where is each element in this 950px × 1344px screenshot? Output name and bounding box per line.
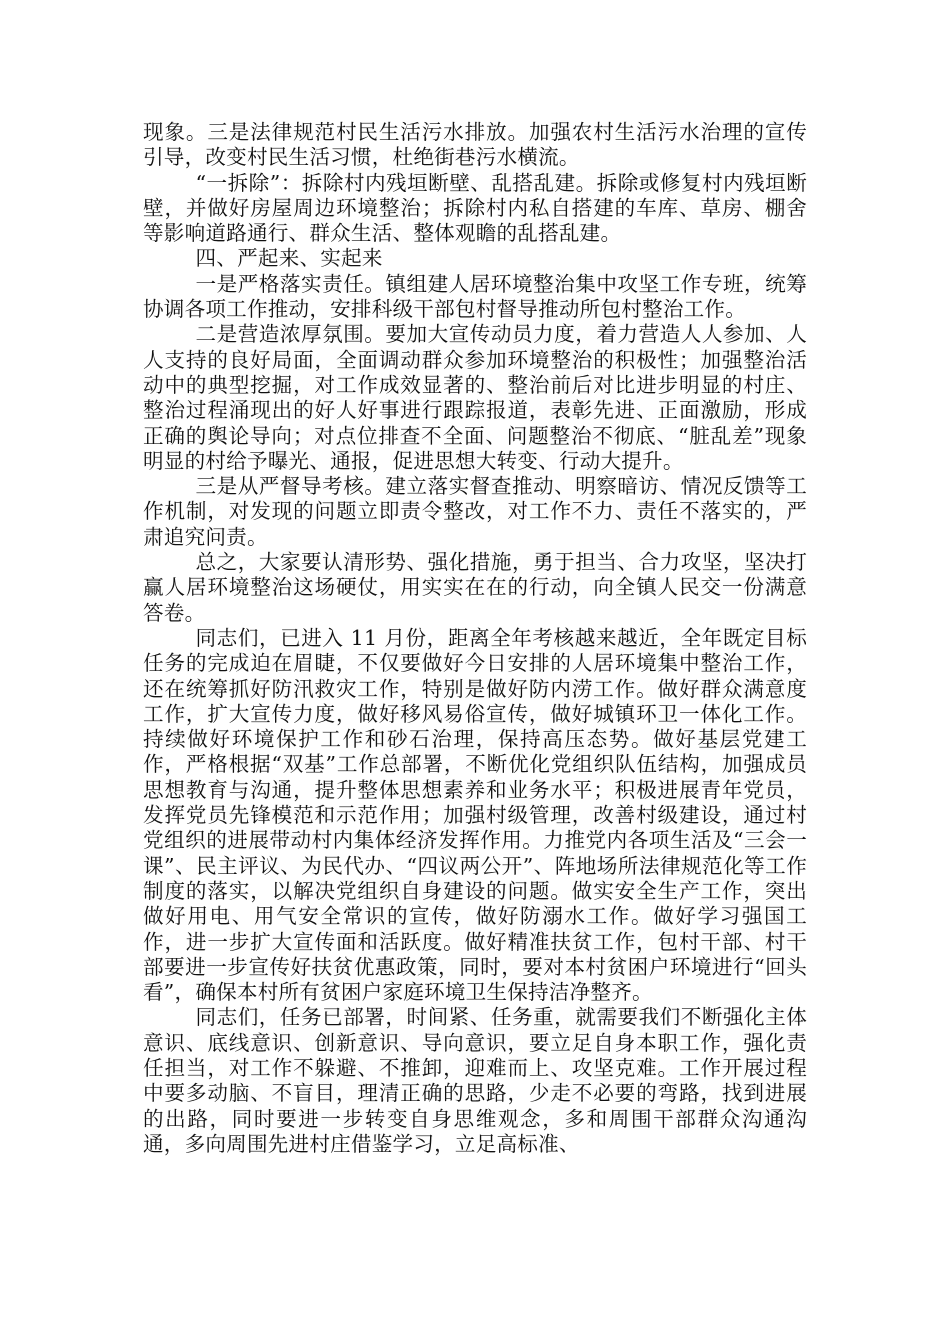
paragraph-closing: 同志们，任务已部署，时间紧、任务重，就需要我们不断强化主体意识、底线意识、创新意识、导向意识，要立足自身本职工作，强化责任担当，对工作不躲避、不推卸，迎难而上、攻坚克难。工作开展过程中要多动脑、不盲目，理清正确的思路，少走不必要的弯路，找到进展的出路，同时要进一步转变自身思维观念，多和周围干部群众沟通沟通，多向周围先进村庄借鉴学习，立足高标准、 [143, 1005, 807, 1156]
paragraph-summary: 总之，大家要认清形势、强化措施，勇于担当、合力攻坚，坚决打赢人居环境整治这场硬仗，用实实在在的行动，向全镇人民交一份满意答卷。 [143, 550, 807, 625]
paragraph-supervision: 三是从严督导考核。建立落实督查推动、明察暗访、情况反馈等工作机制，对发现的问题立即责令整改，对工作不力、责任不落实的，严肃追究问责。 [143, 474, 807, 549]
paragraph-november-tasks: 同志们，已进入 11 月份，距离全年考核越来越近，全年既定目标任务的完成迫在眉睫，不仅要做好今日安排的人居环境集中整治工作，还在统筹抓好防汛救灾工作，特别是做好防内涝工作。做好群众满意度工作，扩大宣传力度，做好移风易俗宣传，做好城镇环卫一体化工作。持续做好环境保护工作和砂石治理，保持高压态势。做好基层党建工作，严格根据“双基”工作总部署，不断优化党组织队伍结构，加强成员思想教育与沟通，提升整体思想素养和业务水平；积极进展青年党员，发挥党员先锋模范和示范作用；加强村级管理，改善村级建设，通过村党组织的进展带动村内集体经济发挥作用。力推党内各项生活及“三会一课”、民主评议、为民代办、“四议两公开”、阵地场所法律规范化等工作制度的落实，以解决党组织自身建设的问题。做实安全生产工作，突出做好用电、用气安全常识的宣传，做好防溺水工作。做好学习强国工作，进一步扩大宣传面和活跃度。做好精准扶贫工作，包村干部、村干部要进一步宣传好扶贫优惠政策，同时，要对本村贫困户环境进行“回头看”，确保本村所有贫困户家庭环境卫生保持洁净整齐。 [143, 625, 807, 1005]
paragraph-responsibility: 一是严格落实责任。镇组建人居环境整治集中攻坚工作专班，统筹协调各项工作推动，安排科级干部包村督导推动所包村整治工作。 [143, 271, 807, 322]
paragraph-atmosphere: 二是营造浓厚氛围。要加大宣传动员力度，着力营造人人参加、人人支持的良好局面，全面调动群众参加环境整治的积极性；加强整治活动中的典型挖掘，对工作成效显著的、整治前后对比进步明显的村庄、整治过程涌现出的好人好事进行跟踪报道，表彰先进、正面激励，形成正确的舆论导向；对点位排查不全面、问题整治不彻底、“脏乱差”现象明显的村给予曝光、通报，促进思想大转变、行动大提升。 [143, 322, 807, 473]
paragraph-continuation: 现象。三是法律规范村民生活污水排放。加强农村生活污水治理的宣传引导，改变村民生活习惯，杜绝街巷污水横流。 [143, 120, 807, 170]
document-body [143, 120, 807, 1157]
section-heading-4: 四、严起来、实起来 [195, 246, 383, 271]
paragraph-demolition: “一拆除”：拆除村内残垣断壁、乱搭乱建。拆除或修复村内残垣断壁，并做好房屋周边环境整治；拆除村内私自搭建的车库、草房、棚舍等影响道路通行、群众生活、整体观瞻的乱搭乱建。 [143, 170, 807, 246]
